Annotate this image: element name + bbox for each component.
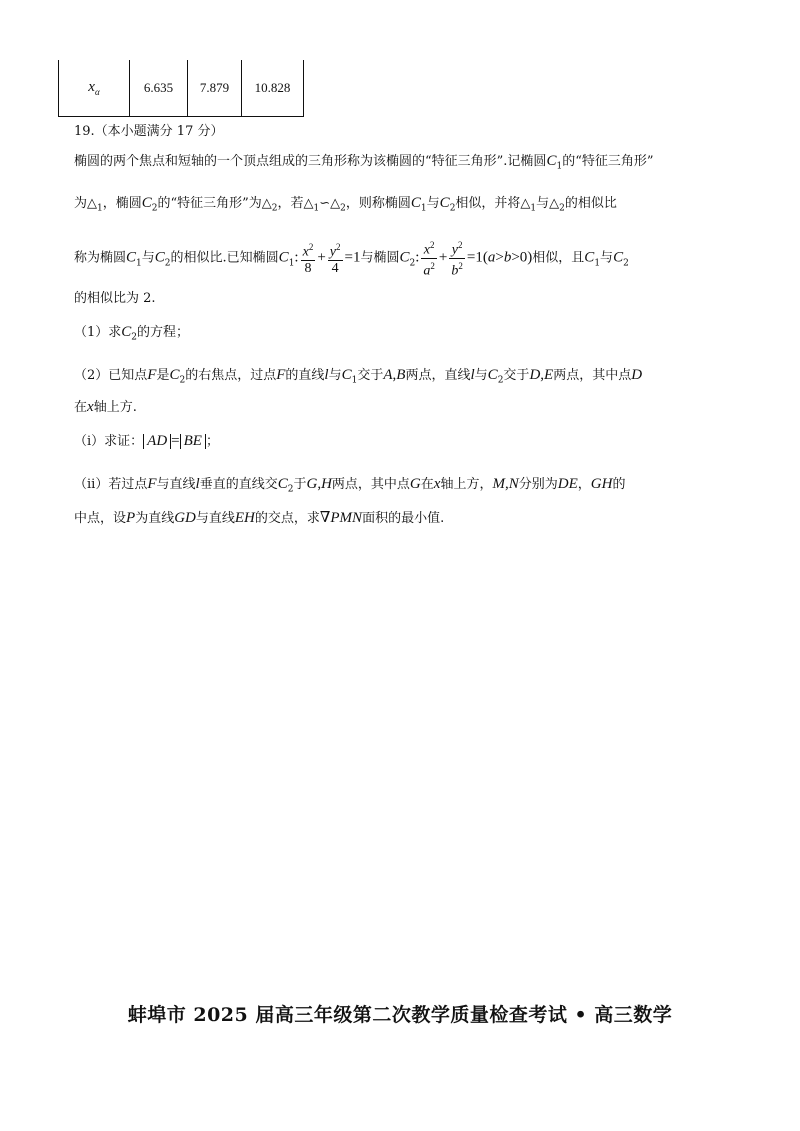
part-2-line-1: （2）已知点F是$C_2$的右焦点，过点F的直线l与$C_1$交于A,B两点，直线l与$C_2$交于D,E两点，其中点D xyxy=(74,367,643,386)
part-1: （1）求$C_2$的方程； xyxy=(74,324,190,343)
page-footer: 蚌埠市 2025 届高三年级第二次教学质量检查考试 • 高三数学 xyxy=(127,1004,673,1026)
table-cell: 6.635 xyxy=(130,60,188,117)
part-2-line-2: 在x轴上方. xyxy=(74,399,137,415)
critical-value-table xyxy=(58,60,304,117)
subpart-i: （i）求证： AD = BE ； xyxy=(74,433,219,449)
table-row xyxy=(59,60,304,117)
subpart-ii-line-1: （ii）若过点F与直线l垂直的直线交$C_2$于G,H两点，其中点G在x轴上方，M,N分别为DE，GH的 xyxy=(74,476,626,495)
problem-paragraph-line-4: 的相似比为 2. xyxy=(74,291,156,306)
table-cell: 7.879 xyxy=(188,60,242,117)
problem-heading: 19.（本小题满分 17 分） xyxy=(74,124,224,139)
table-cell: 10.828 xyxy=(242,60,304,117)
subpart-ii-line-2: 中点，设P为直线GD与直线EH的交点，求∇PMN面积的最小值. xyxy=(74,510,445,526)
table-header-cell: $x_\alpha$ xyxy=(59,60,130,117)
problem-paragraph-line-3: 称为椭圆$C_1$与$C_2$的相似比.已知椭圆$C_1$: $\frac{x^2}{8}$ + $\frac{y^2}{4}$ =1与椭圆$C_2$: $\frac{x^2}{a^2}$ + $\frac{y^2}{b^2}$ =1(a>b>0)相似，且$C_1$与$C_2$ xyxy=(74,240,629,279)
problem-paragraph-line-1: 椭圆的两个焦点和短轴的一个顶点组成的三角形称为该椭圆的“特征三角形”.记椭圆$C_1$的“特征三角形” xyxy=(74,153,654,172)
problem-paragraph-line-2: 为$\triangle_1$，椭圆$C_2$的“特征三角形”为$\triangle_2$，若$\triangle_1∽\triangle_2$，则称椭圆$C_1$与$C_2$相似，并将$\triangle_1$与$\triangle_2$的相似比 xyxy=(74,195,617,214)
